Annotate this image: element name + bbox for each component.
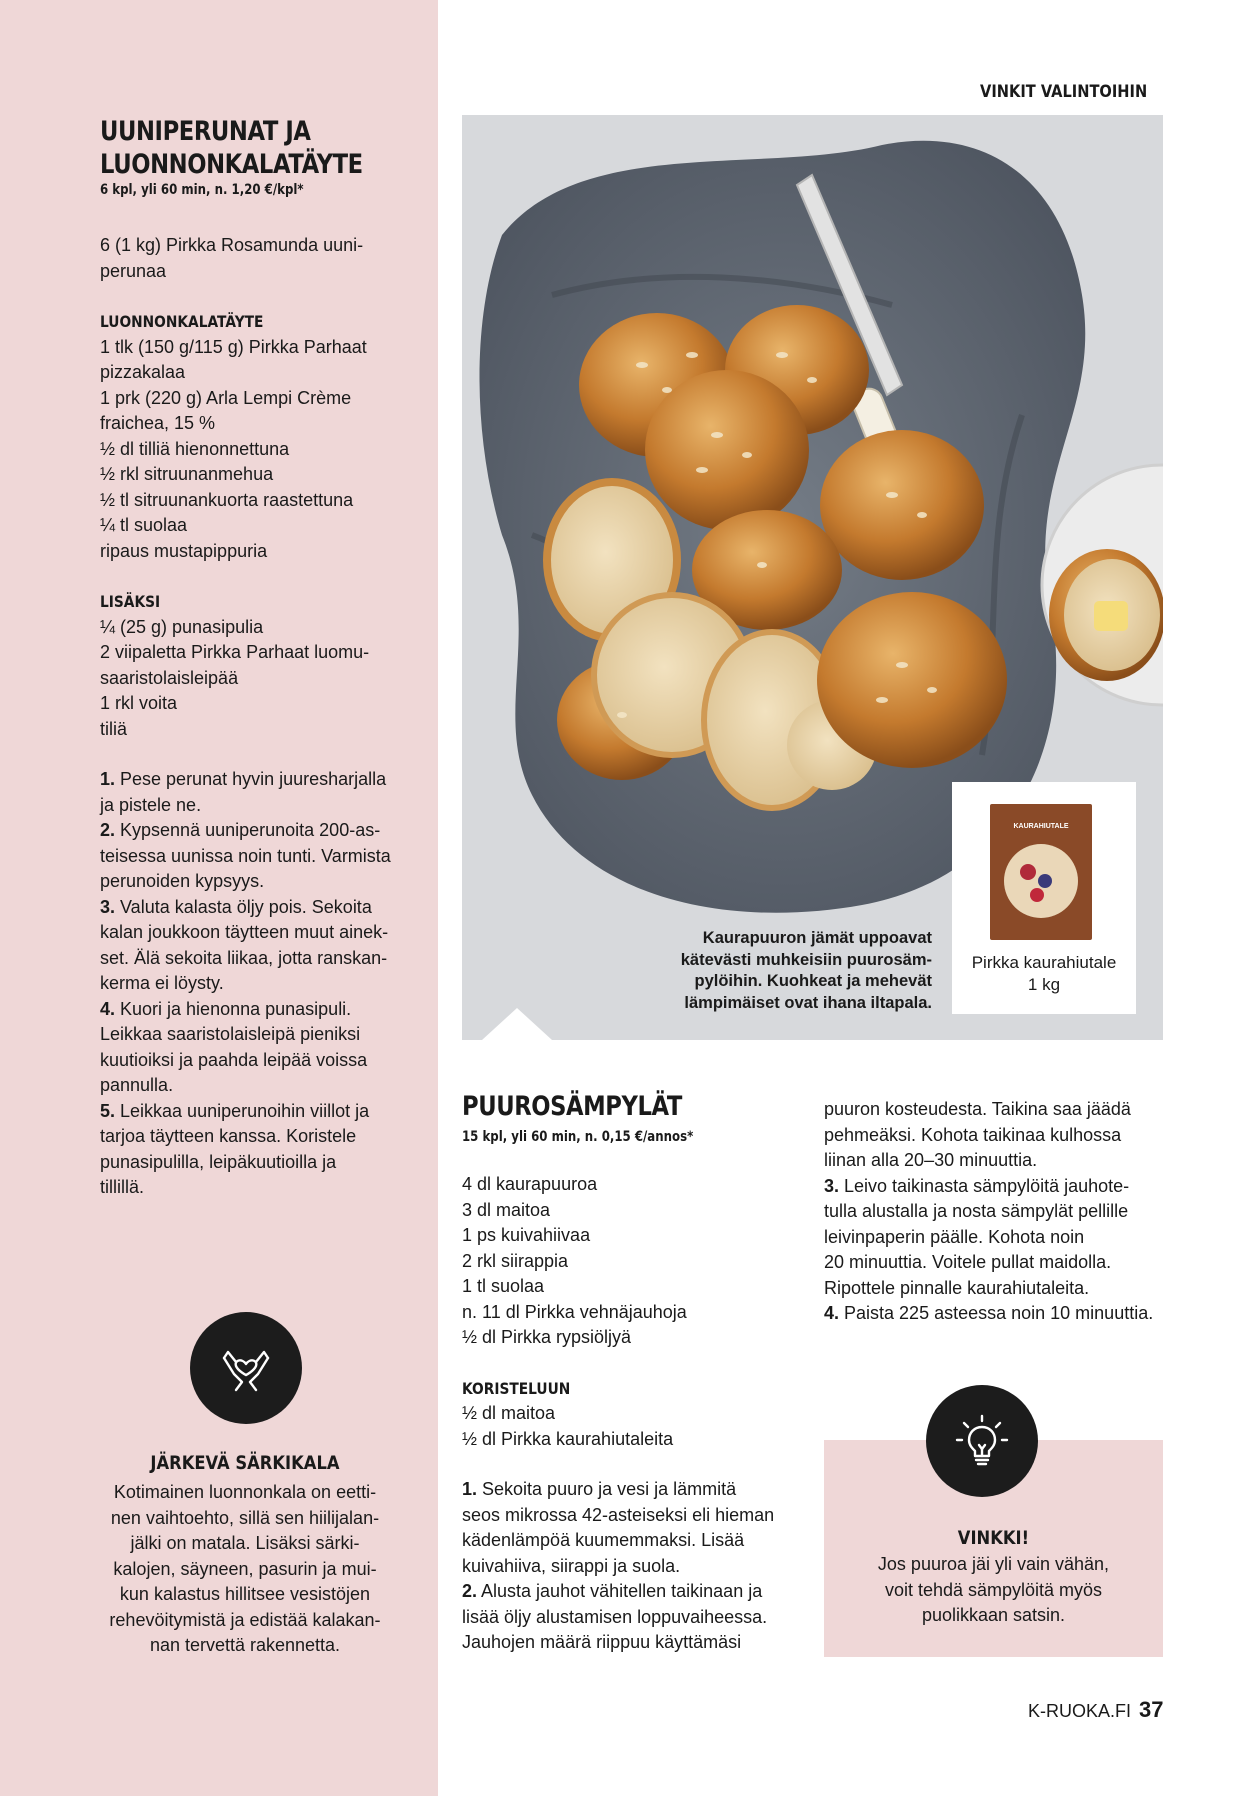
recipe2-meta: 15 kpl, yli 60 min, n. 0,15 €/annos* xyxy=(462,1129,694,1145)
recipe1-step-3: 3. Valuta kalasta öljy pois. Sekoita kalan joukkoon täytteen muut ainek- set. Älä sekoita liikaa, jotta ranskan- kerma ei löysty. xyxy=(100,896,389,993)
ingredient-line: 1 ps kuivahiivaa xyxy=(462,1225,591,1245)
section-header: VINKIT VALINTOIHIN xyxy=(980,82,1148,102)
recipe1-body xyxy=(100,233,430,1201)
ingredient-line: ripaus mustapippuria xyxy=(100,540,268,561)
ingredient-line: perunaa xyxy=(100,260,167,281)
ingredient-line: 1 prk (220 g) Arla Lempi Crème xyxy=(100,387,352,408)
page-number: 37 xyxy=(1139,1697,1164,1722)
tip-content: VINKKI! Jos puuroa jäi yli vain vähän, voit tehdä sämpylöitä myös puolikkaan satsin. xyxy=(824,1524,1163,1629)
ingredient-line: 4 dl kaurapuuroa xyxy=(462,1174,598,1194)
ingredient-line: ¼ (25 g) punasipulia xyxy=(100,616,264,637)
recipe2-body xyxy=(462,1172,822,1656)
heart-hands-icon xyxy=(190,1312,302,1424)
ingredient-line: saaristolaisleipää xyxy=(100,667,239,688)
photo-caption: Kaurapuuron jämät uppoavat kätevästi muhkeisiin puurosäm- pylöihin. Kuohkeat ja mehevät lämpimäiset ovat ihana iltapala. xyxy=(680,929,932,1012)
recipe1-step-1: 1. Pese perunat hyvin juuresharjalla ja pistele ne. xyxy=(100,769,387,815)
fish-info-title: JÄRKEVÄ SÄRKIKALA xyxy=(150,1452,340,1474)
recipe1-meta: 6 kpl, yli 60 min, n. 1,20 €/kpl* xyxy=(100,182,304,198)
ingredient-line: n. 11 dl Pirkka vehnäjauhoja xyxy=(462,1301,687,1322)
ingredient-line: ½ dl Pirkka kaurahiutaleita xyxy=(462,1428,674,1449)
ingredient-line: fraichea, 15 % xyxy=(100,413,216,433)
recipe2-title: PUUROSÄMPYLÄT xyxy=(462,1091,682,1122)
recipe1-step-4: 4. Kuori ja hienonna punasipuli. Leikkaa saaristolaisleipä pieniksi kuutioiksi ja paahda leipää voissa pannulla. xyxy=(100,998,368,1095)
ingredient-line: pizzakalaa xyxy=(100,362,186,382)
fish-info: JÄRKEVÄ SÄRKIKALA Kotimainen luonnonkala on eetti- nen vaihtoehto, sillä sen hiilijalan- jälki on matala. Lisäksi särki- kalojen, säyneen, pasurin ja mui- kun kalastus hillitsee vesistöjen rehevöitymistä ja edistää kalakan- nan tervettä rakennetta. xyxy=(60,1448,430,1659)
ingredient-line: 2 rkl siirappia xyxy=(462,1250,569,1271)
ingredient-line: tiliä xyxy=(100,718,128,739)
recipe1-title: UUNIPERUNAT JA LUONNONKALATÄYTE xyxy=(100,116,363,180)
ingredient-line: 3 dl maitoa xyxy=(462,1199,551,1220)
ingredient-line: 1 tl suolaa xyxy=(462,1276,545,1296)
recipe2-step-4: 4. Paista 225 asteessa noin 10 minuuttia. xyxy=(824,1303,1154,1323)
ingredient-line: ½ dl maitoa xyxy=(462,1403,556,1423)
tip-title: VINKKI! xyxy=(957,1527,1030,1549)
ingredient-line: 6 (1 kg) Pirkka Rosamunda uuni- xyxy=(100,235,364,255)
extra-heading: LISÄKSI xyxy=(100,592,161,611)
ingredient-line: ½ tl sitruunankuorta raastettuna xyxy=(100,489,354,510)
oat-package-image: KAURAHIUTALE xyxy=(990,804,1092,940)
recipe1-step-2: 2. Kypsennä uuniperunoita 200-as- teisessa uunissa noin tunti. Varmista perunoiden kypsyys. xyxy=(100,820,391,891)
lightbulb-icon xyxy=(926,1385,1038,1497)
product-card xyxy=(952,782,1136,1014)
ingredient-line: ½ dl tilliä hienonnettuna xyxy=(100,438,290,459)
buns-photo xyxy=(462,115,1163,1040)
ingredient-line: 1 tlk (150 g/115 g) Pirkka Parhaat xyxy=(100,336,367,357)
recipe2-step-1: 1. Sekoita puuro ja vesi ja lämmitä seos mikrossa 42-asteiseksi eli hieman kädenlämpöä kuumemmaksi. Lisää kuivahiiva, siirappi ja suola. xyxy=(462,1479,775,1576)
ingredient-line: ½ dl Pirkka rypsiöljyä xyxy=(462,1327,632,1347)
ingredient-line: 2 viipaletta Pirkka Parhaat luomu- xyxy=(100,642,370,662)
ingredient-line: ½ rkl sitruunanmehua xyxy=(100,464,274,484)
garnish-heading: KORISTELUUN xyxy=(462,1378,571,1398)
ingredient-line: ¼ tl suolaa xyxy=(100,515,188,535)
recipe2-body-right: puuron kosteudesta. Taikina saa jäädä pehmeäksi. Kohota taikinaa kulhossa liinan alla 20–30 minuuttia. 3. Leivo taikinasta sämpylöitä jauhote- tulla alustalla ja nosta sämpylät pellille leivinpaperin päälle. Kohota noin 20 minuuttia. Voitele pullat maidolla. Ripottele pinnalle kaurahiutaleita. 4. Paista 225 asteessa noin 10 minuuttia. xyxy=(824,1097,1164,1327)
recipe2-step-3: 3. Leivo taikinasta sämpylöitä jauhote- tulla alustalla ja nosta sämpylät pellille leivinpaperin päälle. Kohota noin 20 minuuttia. Voitele pullat maidolla. Ripottele pinnalle kaurahiutaleita. xyxy=(824,1175,1130,1298)
recipe1-step-5: 5. Leikkaa uuniperunoihin viillot ja tarjoa täytteen kanssa. Koristele punasipulilla, leipäkuutioilla ja tillillä. xyxy=(100,1100,370,1197)
filling-heading: LUONNONKALATÄYTE xyxy=(100,312,264,331)
recipe2-step-2: 2. Alusta jauhot vähitellen taikinaan ja lisää öljy alustamisen loppuvaiheessa. Jauhojen määrä riippuu käyttämäsi xyxy=(462,1581,768,1652)
ingredient-line: 1 rkl voita xyxy=(100,693,178,713)
footer-site: K-RUOKA.FI xyxy=(1028,1701,1132,1721)
product-label: Pirkka kaurahiutale 1 kg xyxy=(971,953,1117,994)
